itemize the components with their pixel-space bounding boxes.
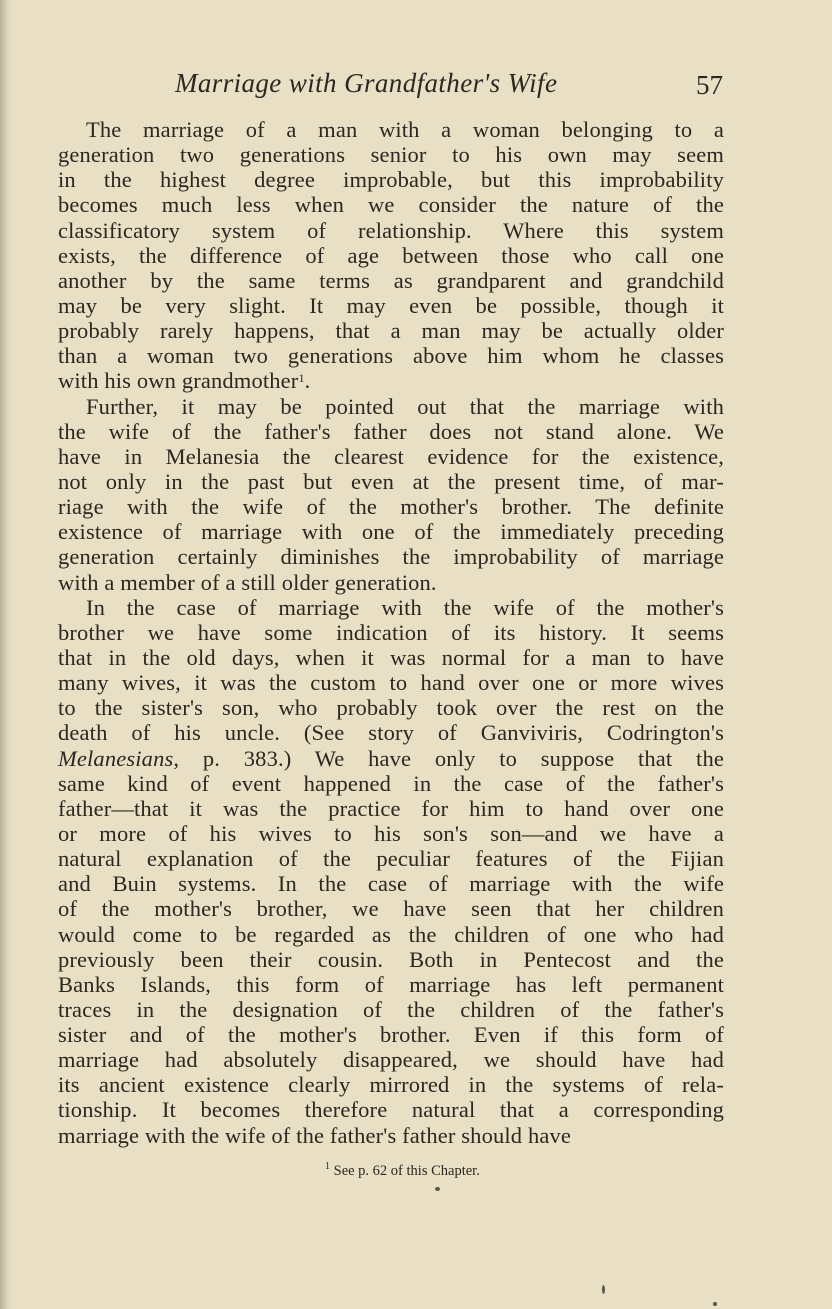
text-line: of the mother's brother, we have seen that her children: [58, 896, 724, 922]
ink-spot: [602, 1285, 605, 1294]
text-line: death of his uncle. (See story of Ganviviris, Codrington's: [58, 720, 724, 746]
text-line: traces in the designation of the children of the father's: [58, 996, 724, 1022]
text-line: another by the same terms as grandparent and grandchild: [58, 267, 724, 293]
text-line: natural explanation of the peculiar features of the Fijian: [58, 846, 724, 872]
page-number: 57: [696, 70, 723, 100]
text-line: riage with the wife of the mother's brother. The definite: [58, 494, 724, 520]
footnote-text: See p. 62 of this Chapter.: [333, 1163, 480, 1179]
text-line: previously been their cousin. Both in Pentecost and the: [58, 946, 724, 972]
text-line: have in Melanesia the clearest evidence for the existence,: [58, 443, 724, 469]
running-head-title: Marriage with Grandfather's Wife: [175, 68, 558, 98]
text-line: and Buin systems. In the case of marriage with the wife: [58, 871, 724, 897]
text-line: existence of marriage with one of the immediately preceding: [58, 519, 724, 545]
text-line: to the sister's son, who probably took over the rest on the: [58, 695, 724, 721]
text-line: Further, it may be pointed out that the marriage with: [86, 393, 724, 419]
text-line: marriage had absolutely disappeared, we should have had: [58, 1047, 724, 1073]
paragraph: [58, 595, 724, 1148]
text-line: probably rarely happens, that a man may be actually older: [58, 318, 724, 344]
text-line: classificatory system of relationship. Where this system: [58, 217, 724, 243]
text-line: marriage with the wife of the father's father should have: [58, 1122, 572, 1148]
text-line: same kind of event happened in the case of the father's: [58, 770, 724, 796]
text-line: may be very slight. It may even be possible, though it: [58, 292, 724, 318]
text-line: would come to be regarded as the children of one who had: [58, 921, 724, 947]
italic-title: Melanesians: [58, 745, 174, 771]
text-line: with a member of a still older generation.: [58, 569, 437, 595]
text-line: exists, the difference of age between those who call one: [58, 242, 724, 268]
text-segment: with his own grandmother: [58, 368, 299, 394]
paragraph: [58, 394, 724, 595]
text-line: that in the old days, when it was normal for a man to have: [58, 644, 724, 670]
text-line: brother we have some indication of its history. It seems: [58, 619, 724, 645]
text-line: many wives, it was the custom to hand over one or more wives: [58, 670, 724, 696]
text-segment: .: [304, 368, 311, 394]
ink-spot: [435, 1187, 440, 1191]
text-line: than a woman two generations above him whom he classes: [58, 343, 724, 369]
text-line: becomes much less when we consider the nature of the: [58, 192, 724, 218]
footnote-marker: 1: [325, 1161, 330, 1172]
text-line: [58, 746, 724, 771]
ink-spot: [713, 1302, 717, 1306]
text-line: not only in the past but even at the present time, of mar-: [58, 468, 724, 494]
text-line: sister and of the mother's brother. Even if this form of: [58, 1022, 724, 1048]
text-line: Banks Islands, this form of marriage has left permanent: [58, 971, 724, 997]
text-line: The marriage of a man with a woman belonging to a: [86, 117, 724, 142]
text-line: [58, 368, 724, 393]
text-line: father—that it was the practice for him to hand over one: [58, 795, 724, 821]
text-line: tionship. It becomes therefore natural that a corresponding: [58, 1097, 724, 1123]
text-line: In the case of marriage with the wife of the mother's: [86, 594, 724, 620]
text-line: generation two generations senior to his own may seem: [58, 142, 724, 168]
text-segment: , p. 383.) We have only to suppose that the: [173, 745, 724, 771]
text-line: generation certainly diminishes the improbability of marriage: [58, 544, 724, 570]
body-text: [58, 117, 724, 1148]
footnote-reference: 1: [298, 371, 305, 386]
footnote: [325, 1163, 480, 1180]
text-line: in the highest degree improbable, but this improbability: [58, 167, 724, 193]
paragraph: [58, 117, 724, 394]
text-line: or more of his wives to his son's son—and we have a: [58, 820, 724, 846]
text-line: its ancient existence clearly mirrored in the systems of rela-: [58, 1072, 724, 1098]
page-gutter-shadow: [0, 0, 12, 1309]
text-line: the wife of the father's father does not stand alone. We: [58, 418, 724, 444]
